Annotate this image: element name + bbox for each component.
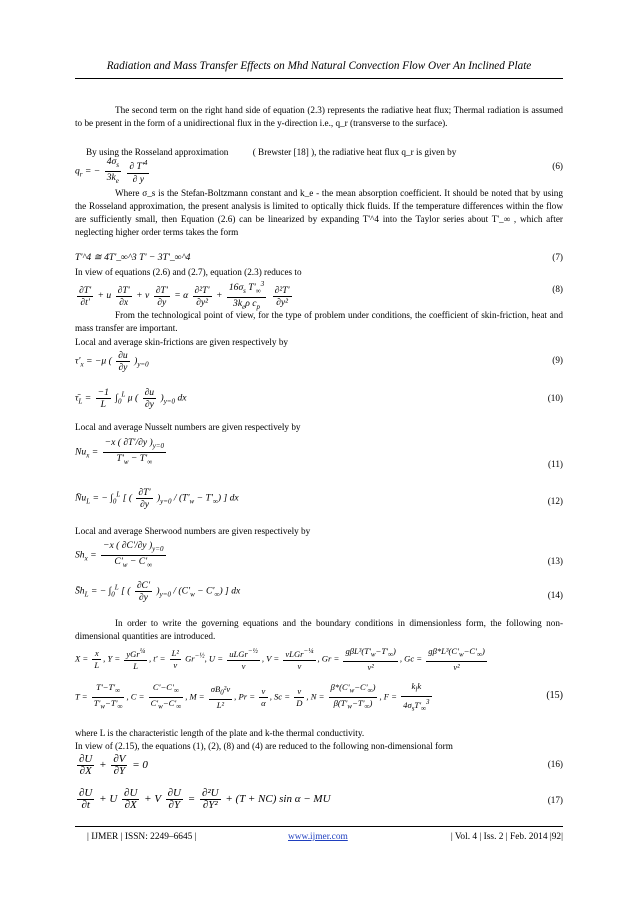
equation-17: $\frac{\partial U}{\partial t}$ + U $\frac{\partial U}{\partial X}$ + V $\frac{\partial U}{\partial Y}$ = $\frac{\text{∂²U}}{\text{∂Y²}}$ + (T + NC) sin α − MU (79, 787, 331, 811)
equation-14: $S̄h_L$ = − $\int_0^L$ [ ( $\frac{\partial C'}{\partial y}$ )$_{y=0} / (C'_w - C'_\infty)$ ] dx (75, 580, 241, 603)
footer-journal: | IJMER | ISSN: 2249–6645 | (87, 832, 197, 842)
paragraph-characteristic-length: where L is the characteristic length of the plate and k-the thermal conductivity. (75, 728, 365, 738)
equation-number-10: (10) (547, 393, 563, 403)
paragraph-rosseland (86, 146, 563, 159)
equation-number-11: (11) (548, 459, 563, 469)
equation-number-7: (7) (552, 252, 563, 262)
paragraph-sherwood: Local and average Sherwood numbers are given respectively by (75, 526, 311, 536)
equation-number-14: (14) (547, 590, 563, 600)
equation-number-9: (9) (552, 355, 563, 365)
equation-17-tail: + (T + NC) sin α − MU (225, 793, 331, 806)
equation-number-12: (12) (547, 496, 563, 506)
equation-number-15: (15) (546, 690, 563, 701)
paragraph-skin-friction: Local and average skin-frictions are given respectively by (75, 337, 289, 347)
footer-rule (75, 826, 563, 827)
equation-11: $Nu_x$ = $\frac{-x ( \partial T'/\partial y )_{y=0}}{T'_w - T'_\infty}$ (75, 437, 165, 466)
equation-number-8: (8) (552, 284, 563, 294)
equation-7: T'^4 ≅ 4T'_∞^3 T' − 3T'_∞^4 (75, 252, 191, 263)
equation-number-13: (13) (547, 556, 563, 566)
equation-number-6: (6) (552, 161, 563, 171)
paragraph-nusselt: Local and average Nusselt numbers are given respectively by (75, 422, 301, 432)
rosseland-text: By using the Rosseland approximation (86, 147, 229, 157)
paragraph-radiative-flux: The second term on the right hand side of equation (2.3) represents the radiative heat flux; Thermal radiation is assumed to be present in the form of a unidirectional flux in the y-direction i.e., q_r (transverse to the surface). (75, 105, 563, 128)
paragraph-technological: From the technological point of view, for the type of problem under conditions, the coefficient of skin-friction, heat and mass transfer are important. (75, 310, 563, 333)
equation-16: $\frac{\partial U}{\partial X}$ + $\frac{\partial V}{\partial Y}$ = 0 (79, 753, 148, 777)
paragraph-stefan: Where σ_s is the Stefan-Boltzmann constant and k_e - the mean absorption coefficient. It should be noted that by using the Rosseland approximation, the present analysis is limited to optically thick fluids. If the temperature differences within the flow are sufficiently small, then Equation (2.6) can be linearized by expanding T'^4 into the Taylor series about T'_∞ , which after neglecting higher order terms takes the form (75, 188, 563, 237)
footer-link[interactable]: www.ijmer.com (288, 832, 348, 842)
equation-8: $\frac{\partial T'}{\partial t'}$ + u $\frac{\partial T'}{\partial x}$ + v $\frac{\partial T'}{\partial y}$ = α $\frac{\text{∂²T'}}{\text{∂y²}}$ + $\frac{16\sigma_s T'_\infty^3}{3k_e\rho c_p}$ $\frac{\text{∂²T'}}{\text{∂y²}}$ (79, 280, 290, 311)
equation-13: $Sh_x$ = $\frac{-x ( \partial C'/\partial y )_{y=0}}{C'_w - C'_\infty}$ (75, 540, 164, 569)
equation-15-line-2: T = $\frac{T'-T'_\infty}{T'_w-T'_\infty}$ , C = $\frac{C'-C'_\infty}{C'_w-C'_\infty}$ , M = $\frac{\sigma B_0^2\nu}{\text{L²}}$ , Pr = $\frac{\nu}{\alpha}$ , Sc = $\frac{\nu}{D}$ , N = $\frac{\beta*(C'_w-C'_\infty)}{\beta(T'_w-T'_\infty)}$ , F = $\frac{k_lk}{4\sigma_sT'_\infty^3}$ (75, 681, 430, 713)
brewster-text: ( Brewster [18] ), the radiative heat flux q_r is given by (252, 147, 457, 157)
title-rule (75, 78, 563, 79)
equation-12: $N̄u_L$ = − $\int_0^L$ [ ( $\frac{\partial T'}{\partial y}$ )$_{y=0} / (T'_w - T'_\infty)$ ] dx (75, 487, 239, 510)
equation-number-16: (16) (547, 759, 563, 769)
equation-15-line-1: X = $\frac{x}{L}$ , Y = $\frac{yGr^{\frac{1}{4}}}{L}$ , t' = $\frac{\text{L²}}{\nu}$ $Gr^{-\frac{1}{2}}$, U = $\frac{uLGr^{-\frac{1}{2}}}{\nu}$ , V = $\frac{vLGr^{-\frac{1}{4}}}{\nu}$ , Gr = $\frac{g\beta L^3(T'_w-T'_\infty)}{\text{ν²}}$ , Gc = $\frac{g\beta*L^3(C'_w-C'_\infty)}{\text{ν²}}$ (75, 646, 485, 672)
paragraph-reduces: In view of equations (2.6) and (2.7), equation (2.3) reduces to (75, 267, 302, 277)
equation-number-17: (17) (547, 795, 563, 805)
equation-10: $\taū_L$ = $\frac{-1}{L}$ $\int_0^L$ μ ( $\frac{\partial u}{\partial y}$ )$_{y=0}$ dx (75, 387, 187, 410)
paragraph-reduced-form: In view of (2.15), the equations (1), (2), (8) and (4) are reduced to the following non-dimensional form (75, 741, 453, 751)
equation-9: $\tau'_x = -\mu$ ( $\frac{\partial u}{\partial y}$ )$_{y=0}$ (75, 350, 149, 373)
footer-volume: | Vol. 4 | Iss. 2 | Feb. 2014 |92| (450, 832, 563, 842)
page-title: Radiation and Mass Transfer Effects on Mhd Natural Convection Flow Over An Inclined Plate (106, 60, 532, 72)
equation-6: $q_r$ = − $\frac{4\sigma_s}{3k_e}$ $\frac{\partial T'^4}{\partial y}$ (75, 156, 148, 185)
paragraph-dimensionless: In order to write the governing equations and the boundary conditions in dimensionless form, the following non-dimensional quantities are introduced. (75, 618, 563, 641)
